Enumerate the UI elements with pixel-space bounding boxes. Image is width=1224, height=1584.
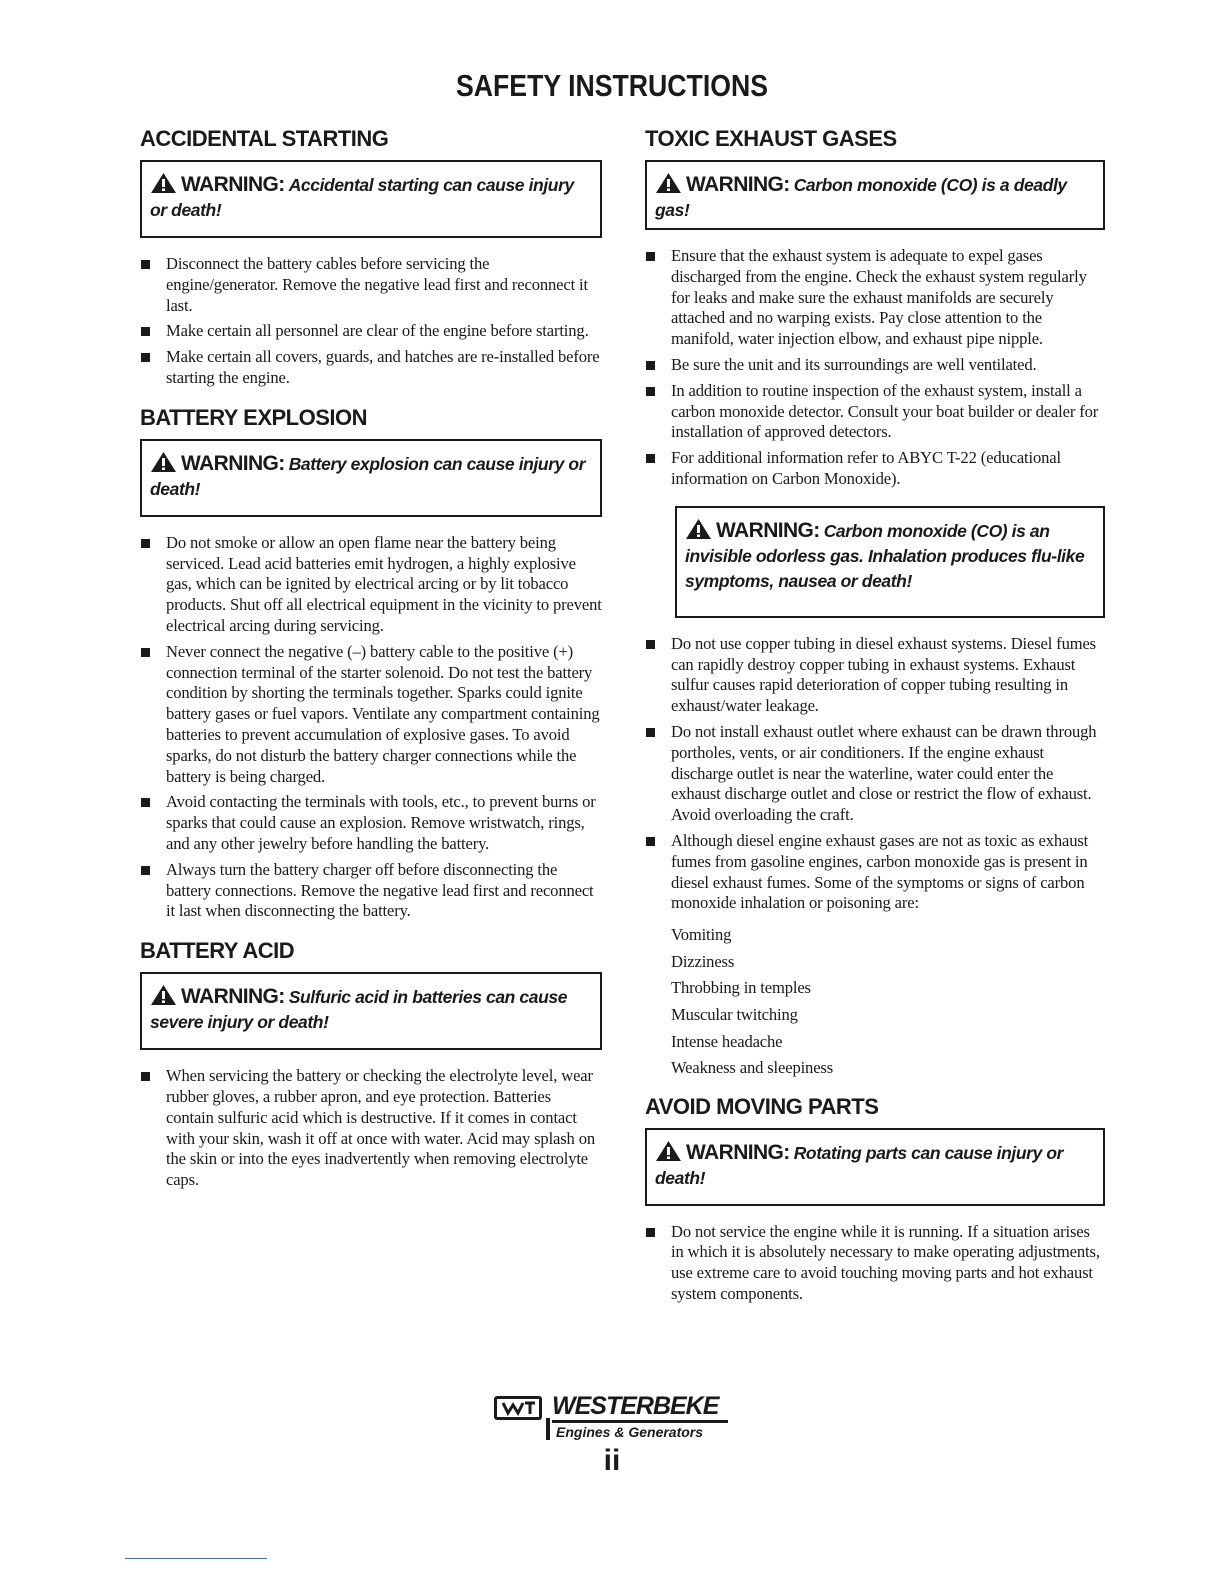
warning-label: WARNING: [181,985,285,1009]
footer-rule [125,1558,267,1559]
bullet-square-icon [646,387,655,396]
bullet-square-icon [141,798,150,807]
list-item: For additional information refer to ABYC T-22 (educational information on Carbon Monoxide). [645,448,1105,490]
bullet-square-icon [141,648,150,657]
warning-message: Rotating parts can cause injury or death! [655,1142,1064,1188]
warning-box [645,160,1105,230]
bullet-square-icon [141,539,150,548]
bullet-list [645,1222,1105,1305]
bullet-square-icon [646,837,655,846]
list-item: Do not service the engine while it is running. If a situation arises in which it is absolutely necessary to make operating adjustments, use extreme care to avoid touching moving parts and hot exhaust system components. [645,1222,1105,1305]
symptom-item: Throbbing in temples [671,978,811,998]
brand-tagline: Engines & Generators [556,1424,704,1440]
symptom-item: Muscular twitching [671,1004,798,1024]
list-item: Make certain all covers, guards, and hatches are re-installed before starting the engine. [140,347,602,389]
warning-triangle-icon [685,518,712,540]
westerbeke-logo-icon [494,1396,542,1420]
section-battery-acid [140,938,602,1191]
bullet-list [140,254,602,389]
warning-message: Carbon monoxide (CO) is a deadly gas! [655,175,1067,220]
symptom-list [671,922,1105,1082]
logo-stem [546,1418,550,1440]
list-item: Never connect the negative (–) battery cable to the positive (+) connection terminal of the starter solenoid. Do not test the battery condition by shorting the terminals together. Sparks could ignite battery gases or fuel vapors. Ventilate any compartment containing batteries to prevent accumulation of explosive gases. To avoid sparks, do not disturb the battery charger connections while the battery is being charged. [140,642,602,788]
warning-label: WARNING: [716,518,820,542]
bullet-square-icon [141,260,150,269]
symptom-item: Intense headache [671,1031,783,1051]
bullet-list [645,246,1105,490]
warning-box [675,506,1105,618]
list-item: Make certain all personnel are clear of the engine before starting. [140,321,602,342]
warning-box [140,972,602,1050]
list-item: Do not use copper tubing in diesel exhaust systems. Diesel fumes can rapidly destroy copper tubing in exhaust systems. Exhaust sulfur causes rapid deterioration of copper tubing resulting in exhaust/water leakage. [645,634,1105,717]
section-heading: BATTERY EXPLOSION [140,404,368,430]
warning-box [645,1128,1105,1206]
westerbeke-logo [494,1392,754,1442]
warning-box [140,439,602,517]
bullet-square-icon [646,728,655,737]
list-item: Disconnect the battery cables before servicing the engine/generator. Remove the negative lead first and reconnect it last. [140,254,602,316]
section-accidental-starting [140,126,602,389]
warning-label: WARNING: [686,173,790,196]
bullet-list [140,533,602,922]
warning-triangle-icon [150,451,177,473]
warning-message: Carbon monoxide (CO) is an invisible odorless gas. Inhalation produces flu-like symptoms, nausea or death! [685,520,1085,591]
list-item: Ensure that the exhaust system is adequate to expel gases discharged from the engine. Check the exhaust system regularly for leaks and make sure the exhaust manifolds are securely attached and no warping exists. Pay close attention to the manifold, water injection elbow, and exhaust pipe nipple. [645,246,1105,350]
bullet-list [140,1066,602,1191]
bullet-square-icon [141,866,150,875]
bullet-square-icon [646,361,655,370]
bullet-square-icon [646,1228,655,1237]
section-heading: AVOID MOVING PARTS [645,1093,879,1119]
list-item: Although diesel engine exhaust gases are not as toxic as exhaust fumes from gasoline engines, carbon monoxide gas is present in diesel exhaust fumes. Some of the symptoms or signs of carbon monoxide inhalation or poisoning are: [645,831,1105,914]
warning-triangle-icon [150,984,177,1006]
list-item: Always turn the battery charger off before disconnecting the battery connections. Remove the negative lead first and reconnect it last when disconnecting the battery. [140,860,602,922]
warning-message: Battery explosion can cause injury or death! [150,453,586,499]
section-heading: BATTERY ACID [140,938,295,964]
section-toxic-exhaust-gases [645,126,1105,1082]
list-item: Do not smoke or allow an open flame near the battery being serviced. Lead acid batteries emit hydrogen, a highly explosive gas, which can be ignited by electrical arcing or by lit tobacco products. Shut off all electrical equipment in the vicinity to prevent electrical arcing during servicing. [140,533,602,637]
list-item: In addition to routine inspection of the exhaust system, install a carbon monoxide detector. Consult your boat builder or dealer for installation of approved detectors. [645,381,1105,443]
left-column [140,126,602,1207]
bullet-list [645,634,1105,914]
warning-label: WARNING: [686,1140,790,1164]
page-number: ii [603,1444,621,1477]
bullet-square-icon [646,640,655,649]
symptom-item: Weakness and sleepiness [671,1058,834,1078]
bullet-square-icon [646,454,655,463]
right-column [645,126,1105,1321]
symptom-item: Vomiting [671,925,732,945]
bullet-square-icon [646,252,655,261]
section-avoid-moving-parts [645,1094,1105,1305]
section-heading: ACCIDENTAL STARTING [140,126,389,151]
warning-triangle-icon [150,172,177,194]
warning-message: Accidental starting can cause injury or death! [150,175,574,220]
warning-box [140,160,602,238]
page-title: SAFETY INSTRUCTIONS [455,68,769,103]
list-item: Do not install exhaust outlet where exhaust can be drawn through portholes, vents, or air conditioners. If the engine exhaust discharge outlet is near the waterline, water could enter the exhaust discharge outlet and close or restrict the flow of exhaust. Avoid overloading the craft. [645,722,1105,826]
list-item: Be sure the unit and its surroundings are well ventilated. [645,355,1105,376]
bullet-square-icon [141,1072,150,1081]
warning-message: Sulfuric acid in batteries can cause severe injury or death! [150,987,568,1033]
section-battery-explosion [140,405,602,922]
list-item: Avoid contacting the terminals with tools, etc., to prevent burns or sparks that could cause an explosion. Remove wristwatch, rings, and any other jewelry before handling the battery. [140,792,602,854]
bullet-square-icon [141,353,150,362]
warning-label: WARNING: [181,451,285,475]
list-item: When servicing the battery or checking the electrolyte level, wear rubber gloves, a rubber apron, and eye protection. Batteries contain sulfuric acid which is destructive. If it comes in contact with your skin, wash it off at once with water. Acid may splash on the skin or into the eyes inadvertently when removing electrolyte caps. [140,1066,602,1191]
bullet-square-icon [141,327,150,336]
brand-name: WESTERBEKE [552,1392,728,1423]
section-heading: TOXIC EXHAUST GASES [645,126,897,151]
warning-triangle-icon [655,1140,682,1162]
warning-triangle-icon [655,172,682,194]
symptom-item: Dizziness [671,951,735,971]
warning-label: WARNING: [181,173,285,196]
